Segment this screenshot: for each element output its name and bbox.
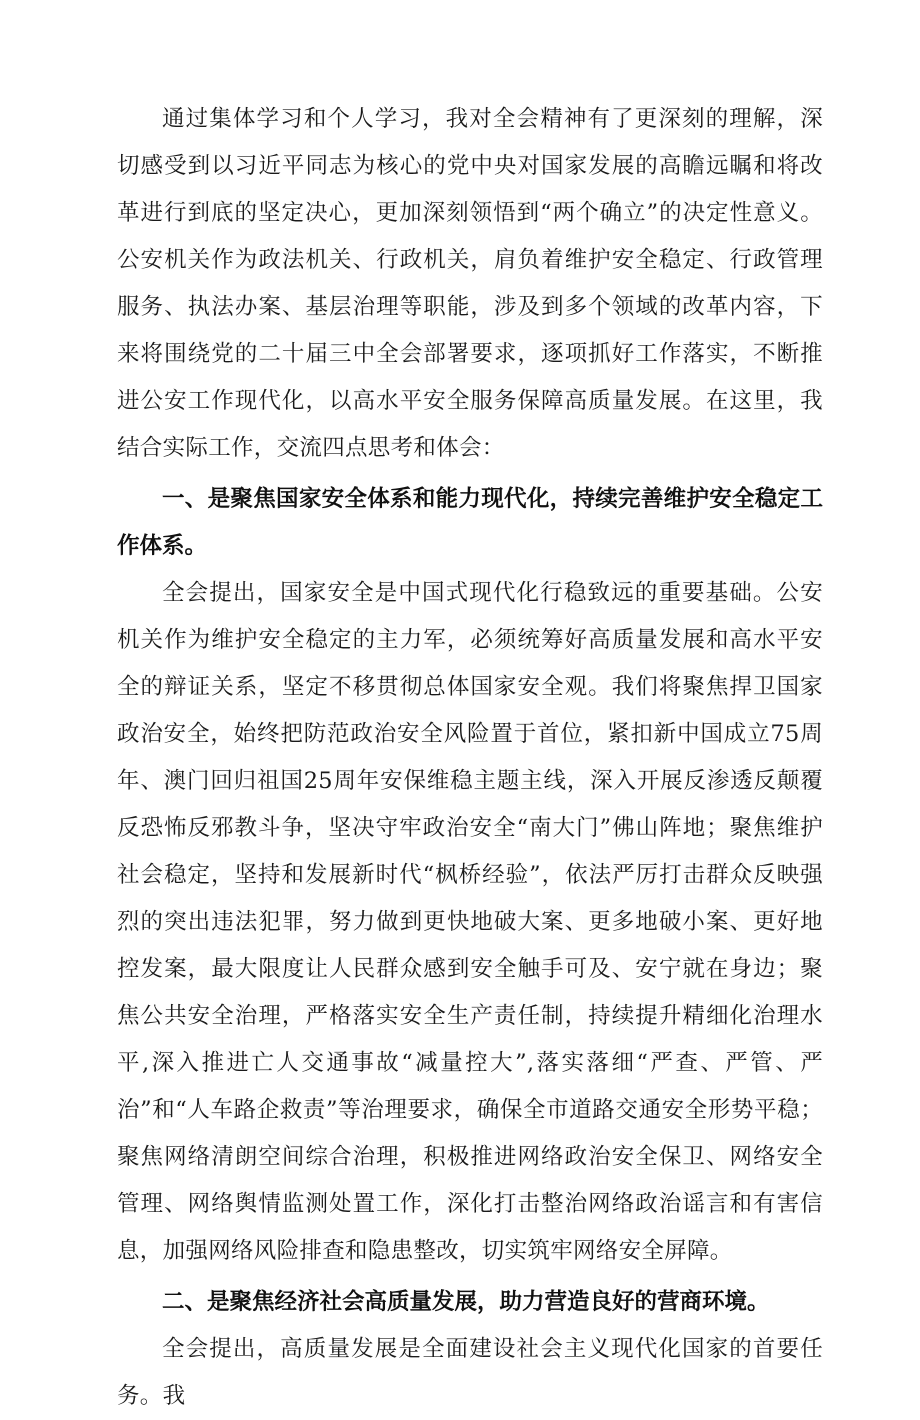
section-heading-2: 二、是聚焦经济社会高质量发展，助力营造良好的营商环境。 [162,1289,770,1315]
document-page [117,96,823,1420]
section-heading-1: 一、是聚焦国家安全体系和能力现代化，持续完善维护安全稳定工作体系。 [117,486,823,559]
section-2-paragraph: 全会提出，高质量发展是全面建设社会主义现代化国家的首要任务。我 [117,1336,823,1409]
section-1-paragraph: 全会提出，国家安全是中国式现代化行稳致远的重要基础。公安机关作为维护安全稳定的主力军，必须统筹好高质量发展和高水平安全的辩证关系，坚定不移贯彻总体国家安全观。我们将聚焦捍卫国家政治安全，始终把防范政治安全风险置于首位，紧扣新中国成立75周年、澳门回归祖国25周年安保维稳主题主线，深入开展反渗透反颠覆反恐怖反邪教斗争，坚决守牢政治安全“南大门”佛山阵地；聚焦维护社会稳定，坚持和发展新时代“枫桥经验”，依法严厉打击群众反映强烈的突出违法犯罪，努力做到更快地破大案、更多地破小案、更好地控发案，最大限度让人民群众感到安全触手可及、安宁就在身边；聚焦公共安全治理，严格落实安全生产责任制，持续提升精细化治理水平,深入推进亡人交通事故“减量控大”,落实落细“严查、严管、严治”和“人车路企救责”等治理要求，确保全市道路交通安全形势平稳；聚焦网络清朗空间综合治理，积极推进网络政治安全保卫、网络安全管理、网络舆情监测处置工作，深化打击整治网络政治谣言和有害信息，加强网络风险排查和隐患整改，切实筑牢网络安全屏障。 [117,580,823,1264]
intro-paragraph: 通过集体学习和个人学习，我对全会精神有了更深刻的理解，深切感受到以习近平同志为核心的党中央对国家发展的高瞻远瞩和将改革进行到底的坚定决心，更加深刻领悟到“两个确立”的决定性意义。公安机关作为政法机关、行政机关，肩负着维护安全稳定、行政管理服务、执法办案、基层治理等职能，涉及到多个领域的改革内容，下来将围绕党的二十届三中全会部署要求，逐项抓好工作落实，不断推进公安工作现代化，以高水平安全服务保障高质量发展。在这里，我结合实际工作，交流四点思考和体会： [117,106,823,461]
